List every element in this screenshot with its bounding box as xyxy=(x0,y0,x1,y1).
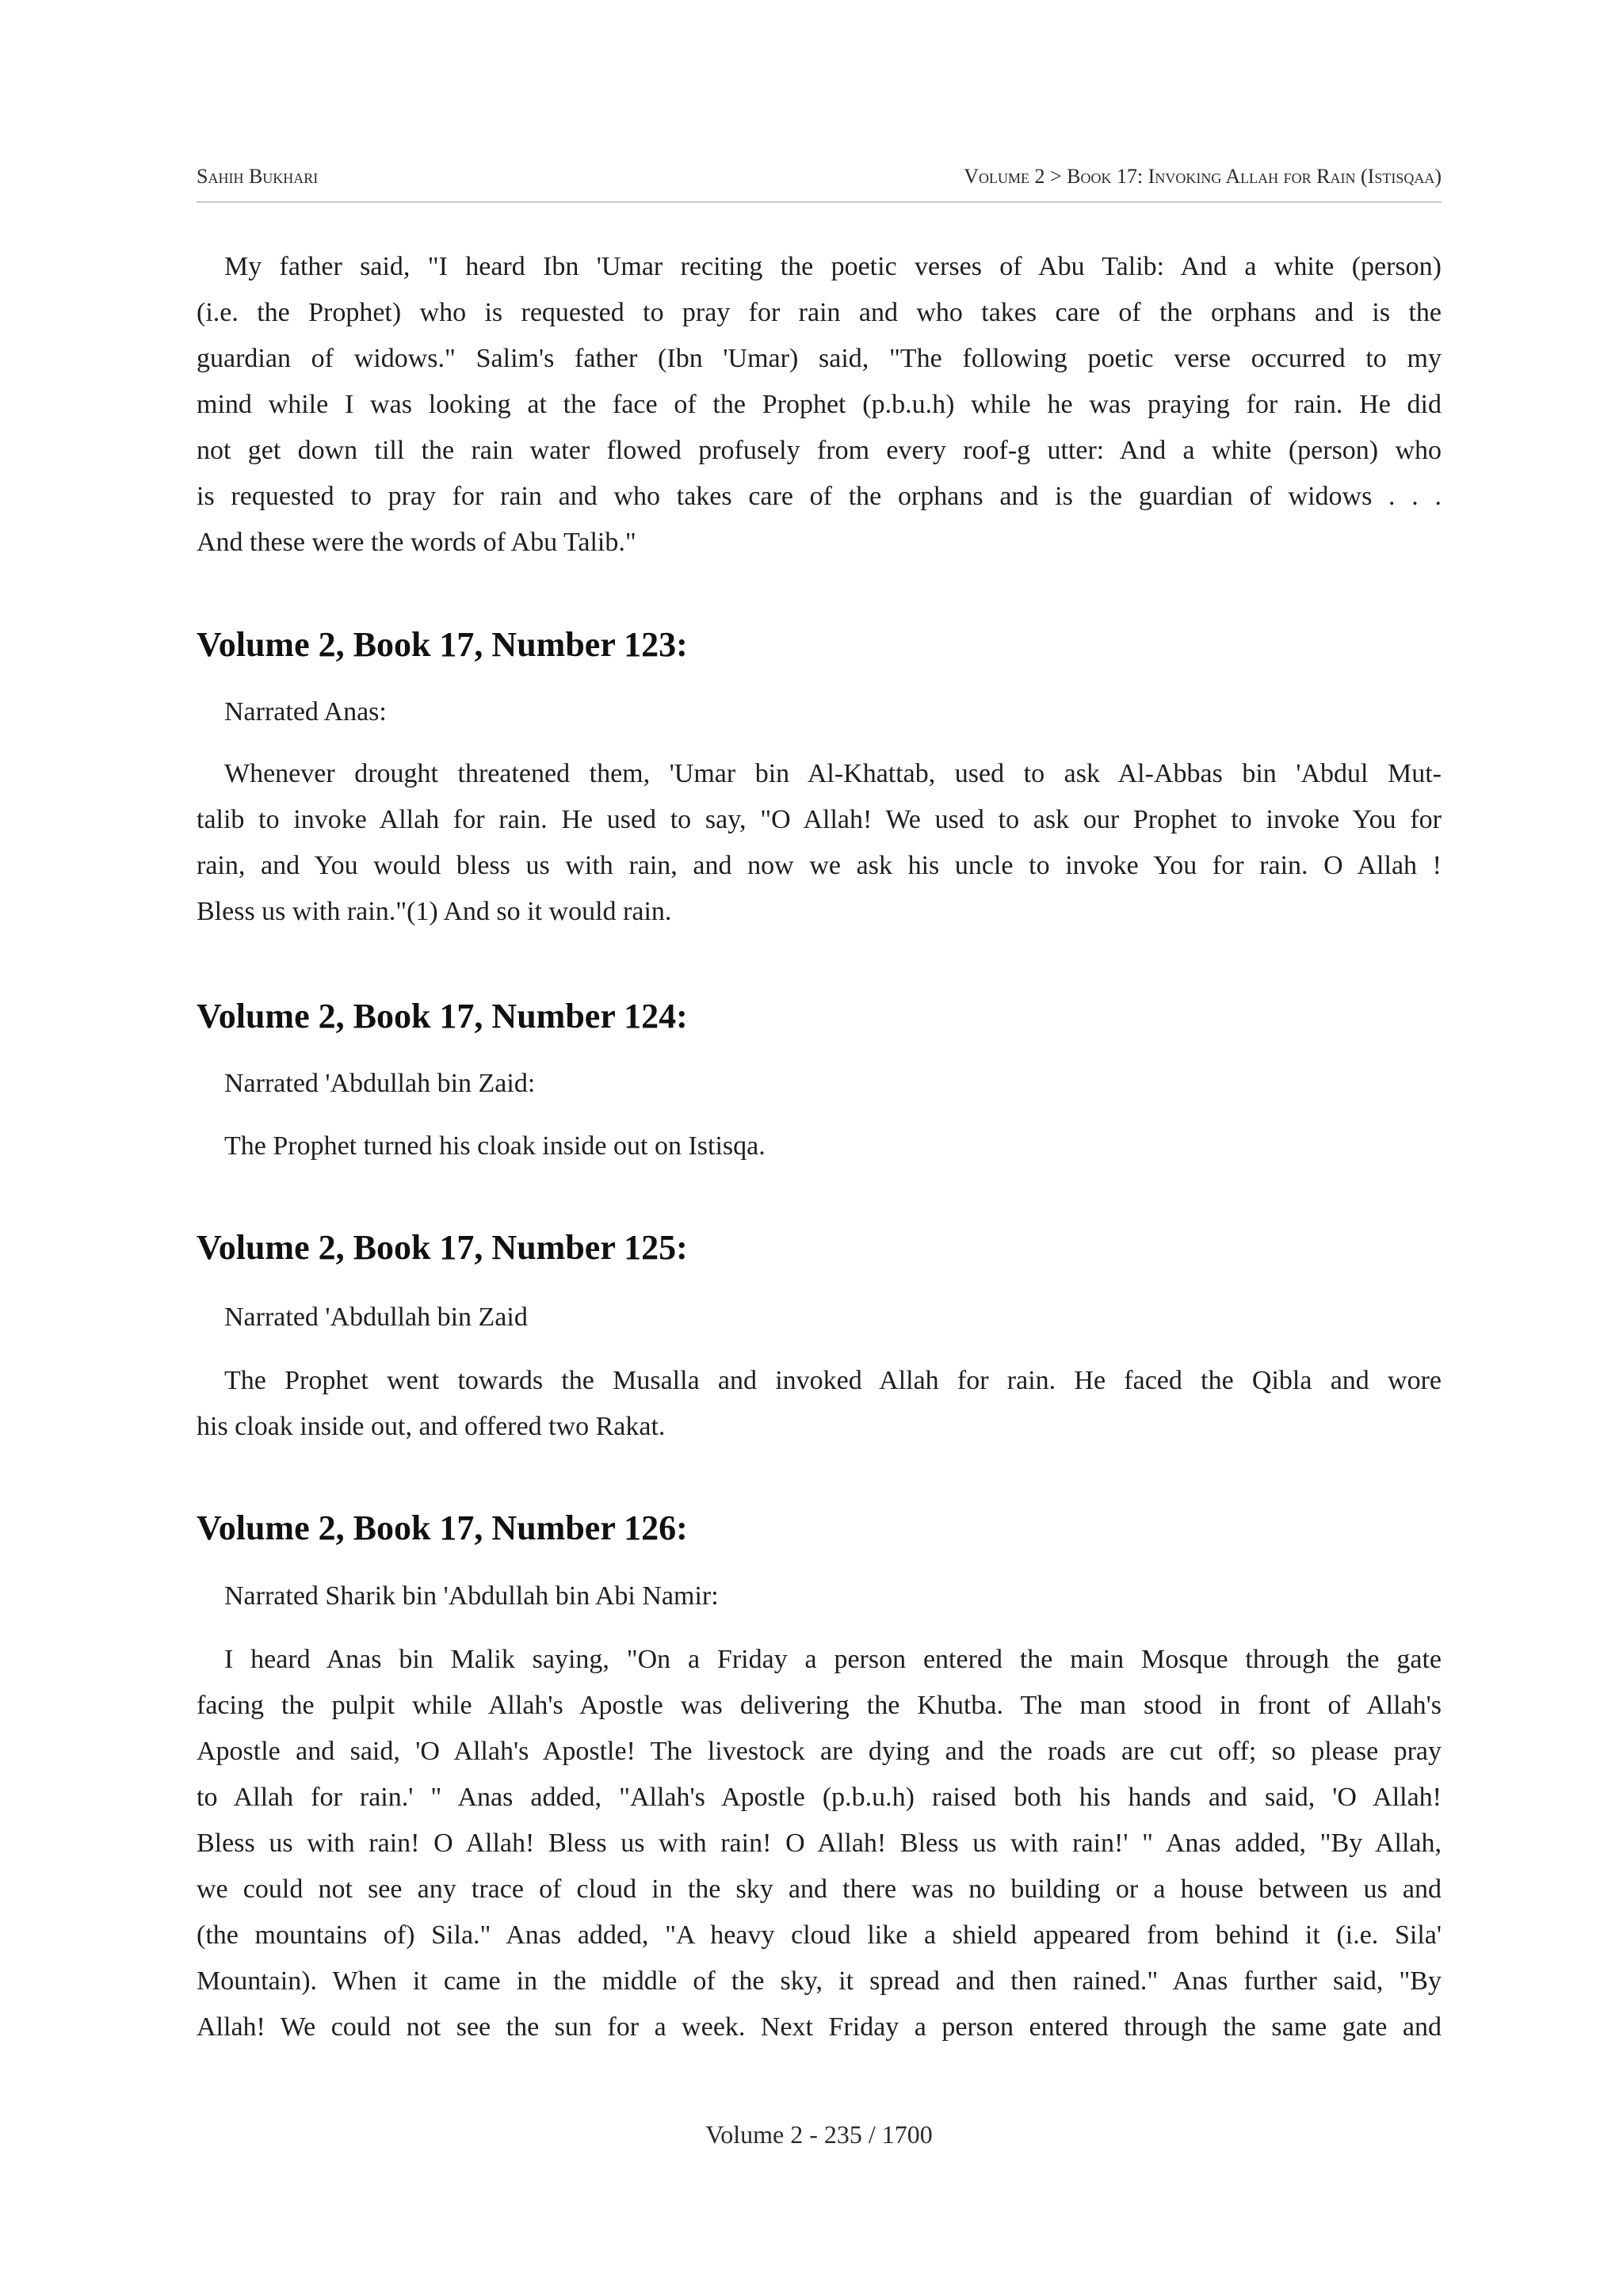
text-line: not get down till the rain water flowed profusely from every roof-g utter: And a white (person) who xyxy=(197,436,1442,465)
text-line: (the mountains of) Sila." Anas added, "A heavy cloud like a shield appeared from behind it (i.e. Sila' xyxy=(197,1920,1442,1950)
running-header xyxy=(197,162,1442,192)
text-line: rain, and You would bless us with rain, and now we ask his uncle to invoke You for rain. O Allah ! xyxy=(197,851,1442,880)
hadith-126-heading: Volume 2, Book 17, Number 126: xyxy=(197,1508,688,1547)
text-line: My father said, "I heard Ibn 'Umar reciting the poetic verses of Abu Talib: And a white (person) xyxy=(224,252,1442,281)
text-line: And these were the words of Abu Talib." xyxy=(197,528,636,557)
hadith-125-heading: Volume 2, Book 17, Number 125: xyxy=(197,1228,688,1267)
text-line: we could not see any trace of cloud in the sky and there was no building or a house between us and xyxy=(197,1875,1442,1904)
intro-paragraph xyxy=(197,244,1442,566)
text-line: Mountain). When it came in the middle of the sky, it spread and then rained." Anas further said, "By xyxy=(197,1966,1442,1996)
hadith-123-heading: Volume 2, Book 17, Number 123: xyxy=(197,625,688,664)
header-rule xyxy=(197,201,1442,203)
text-line: guardian of widows." Salim's father (Ibn 'Umar) said, "The following poetic verse occurred to my xyxy=(197,344,1442,373)
hadith-124-text xyxy=(197,1123,1442,1169)
text-line: I heard Anas bin Malik saying, "On a Friday a person entered the main Mosque through the gate xyxy=(224,1645,1442,1674)
text-line: Bless us with rain."(1) And so it would rain. xyxy=(197,897,672,926)
text-line: The Prophet turned his cloak inside out on Istisqa. xyxy=(224,1131,766,1161)
text-line: Allah! We could not see the sun for a week. Next Friday a person entered through the same gate and xyxy=(197,2012,1442,2042)
text-line: mind while I was looking at the face of the Prophet (p.b.u.h) while he was praying for rain. He did xyxy=(197,390,1442,419)
header-section-title: Volume 2 > Book 17: Invoking Allah for Rain (Istisqaa) xyxy=(964,165,1442,188)
text-line: The Prophet went towards the Musalla and invoked Allah for rain. He faced the Qibla and wore xyxy=(224,1366,1442,1395)
text-line: Bless us with rain! O Allah! Bless us with rain! O Allah! Bless us with rain!' " Anas added, "By Allah, xyxy=(197,1829,1442,1858)
page-number-footer: Volume 2 - 235 / 1700 xyxy=(705,2120,933,2149)
text-line: Apostle and said, 'O Allah's Apostle! The livestock are dying and the roads are cut off; so please pray xyxy=(197,1737,1442,1766)
text-line: talib to invoke Allah for rain. He used to say, "O Allah! We used to ask our Prophet to invoke You for xyxy=(197,805,1442,834)
text-line: (i.e. the Prophet) who is requested to pray for rain and who takes care of the orphans and is the xyxy=(197,298,1442,327)
hadith-123-narrator: Narrated Anas: xyxy=(224,697,387,727)
hadith-125-text xyxy=(197,1358,1442,1450)
hadith-126-text xyxy=(197,1637,1442,2050)
hadith-126-narrator: Narrated Sharik bin 'Abdullah bin Abi Namir: xyxy=(224,1581,719,1611)
header-book-title: Sahih Bukhari xyxy=(197,165,319,188)
hadith-124-heading: Volume 2, Book 17, Number 124: xyxy=(197,997,688,1035)
hadith-123-text xyxy=(197,751,1442,935)
text-line: facing the pulpit while Allah's Apostle was delivering the Khutba. The man stood in front of Allah's xyxy=(197,1691,1442,1720)
text-line: to Allah for rain.' " Anas added, "Allah's Apostle (p.b.u.h) raised both his hands and said, 'O Allah! xyxy=(197,1783,1442,1812)
hadith-124-narrator: Narrated 'Abdullah bin Zaid: xyxy=(224,1069,536,1098)
hadith-125-narrator: Narrated 'Abdullah bin Zaid xyxy=(224,1302,528,1332)
text-line: is requested to pray for rain and who takes care of the orphans and is the guardian of widows . . . xyxy=(197,482,1442,511)
text-line: his cloak inside out, and offered two Rakat. xyxy=(197,1412,666,1441)
text-line: Whenever drought threatened them, 'Umar bin Al-Khattab, used to ask Al-Abbas bin 'Abdul Mut- xyxy=(224,759,1442,788)
